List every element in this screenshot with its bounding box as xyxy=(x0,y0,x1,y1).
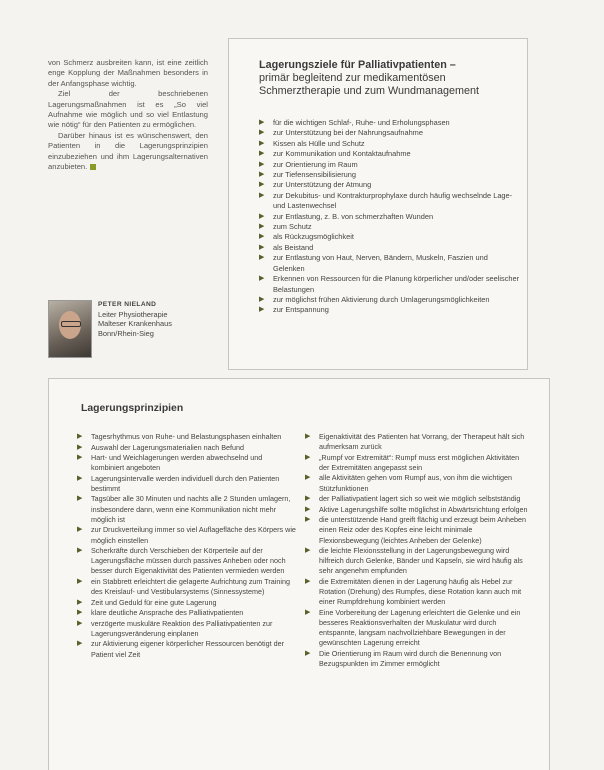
list-item: ▶ klare deutliche Ansprache des Palliativpatienten xyxy=(77,608,297,618)
list-item: ▶ „Rumpf vor Extremität“: Rumpf muss erst möglichen Aktivitäten der Extremitäten angepasst sein xyxy=(305,453,531,473)
list-item: ▶ Eigenaktivität des Patienten hat Vorrang, der Therapeut hält sich aufmerksam zurück xyxy=(305,432,531,452)
list-item: ▶ zur Druckverteilung immer so viel Auflagefläche des Körpers wie möglich einstellen xyxy=(77,525,297,545)
list-item: ▶ Tagesrhythmus von Ruhe- und Belastungsphasen einhalten xyxy=(77,432,297,442)
author-info xyxy=(98,300,172,338)
list-item: ▶ als Rückzugsmöglichkeit xyxy=(259,232,521,242)
list-item: ▶ zur Unterstützung bei der Nahrungsaufnahme xyxy=(259,128,521,138)
list-item: ▶ ein Stabbrett erleichtert die gelagerte Aufrichtung zum Training des Kreislauf- und Vestibularsystems (Sinnessysteme) xyxy=(77,577,297,597)
list-item: ▶ Lagerungsintervalle werden individuell durch den Patienten bestimmt xyxy=(77,474,297,494)
list-item: ▶ Eine Vorbereitung der Lagerung erleichtert die Gelenke und ein besseres Reaktionsverhalten der Muskulatur wird durch entspannte, langsam nachvollziehbare Bewegungen in der gewünschten Lagerung erreicht xyxy=(305,608,531,649)
list-item: ▶ Kissen als Hülle und Schutz xyxy=(259,139,521,149)
list-item: ▶ Tagsüber alle 30 Minuten und nachts alle 2 Stunden umlagern, insbesondere dann, wenn eine Kommunikation nicht mehr möglich ist xyxy=(77,494,297,525)
list-item: ▶ Erkennen von Ressourcen für die Planung körperlicher und/oder seelischer Belastungen xyxy=(259,274,521,295)
list-item: ▶ zum Schutz xyxy=(259,222,521,232)
list-item: ▶ alle Aktivitäten gehen vom Rumpf aus, von ihm die wichtigen Stützfunktionen xyxy=(305,473,531,493)
end-of-article-square xyxy=(90,164,96,170)
lagerungsziele-title-bold: Lagerungsziele für Palliativpatienten – xyxy=(259,59,456,71)
list-item: ▶ die leichte Flexionsstellung in der Lagerungsbewegung wird hilfreich durch Gelenke, Bänder und Kapseln, sie wird häufig als sehr angenehm empfunden xyxy=(305,546,531,577)
intro-paragraph-2: Ziel der beschriebenen Lagerungsmaßnahmen ist es „So viel Aufnahme wie möglich und so viel Entlastung wie nötig“ für den Patienten zu ermöglichen. xyxy=(48,89,208,130)
intro-paragraph-3 xyxy=(48,131,208,173)
list-item: ▶ als Beistand xyxy=(259,243,521,253)
list-item: ▶ Aktive Lagerungshilfe sollte möglichst in Abwärtsrichtung erfolgen xyxy=(305,505,531,515)
list-item: ▶ Auswahl der Lagerungsmaterialien nach Befund xyxy=(77,443,297,453)
list-item: ▶ zur Entspannung xyxy=(259,305,521,315)
lagerungsprinzipien-title: Lagerungsprinzipien xyxy=(81,403,184,414)
author-photo xyxy=(48,300,92,358)
lagerungsziele-subtitle: primär begleitend zur medikamentösen Schmerztherapie und zum Wundmanagement xyxy=(259,71,480,97)
list-item: ▶ zur Tiefensensibilisierung xyxy=(259,170,521,180)
lagerungsziele-list xyxy=(259,118,521,316)
intro-text xyxy=(48,58,208,172)
list-item: ▶ Zeit und Geduld für eine gute Lagerung xyxy=(77,598,297,608)
list-item: ▶ zur Orientierung im Raum xyxy=(259,160,521,170)
author-block xyxy=(48,300,248,360)
lagerungsziele-title xyxy=(259,59,519,97)
list-item: ▶ verzögerte muskuläre Reaktion des Palliativpatienten zur Lagerungsveränderung einplanen xyxy=(77,619,297,639)
author-org: Malteser Krankenhaus xyxy=(98,319,172,329)
intro-paragraph-3-text: Darüber hinaus ist es wünschenswert, den Patienten in die Lagerungsprinzipien einzubeziehen und ihm Lagerungsalternativen anzubieten. xyxy=(48,130,208,172)
list-item: ▶ zur Kommunikation und Kontaktaufnahme xyxy=(259,149,521,159)
lagerungsprinzipien-box xyxy=(48,378,550,770)
author-role: Leiter Physiotherapie xyxy=(98,309,168,319)
list-item: ▶ Die Orientierung im Raum wird durch die Benennung von Bezugspunkten im Zimmer ermöglicht xyxy=(305,649,531,669)
list-item: ▶ zur Dekubitus- und Kontrakturprophylaxe durch häufig wechselnde Lage- und Lastenwechsel xyxy=(259,191,521,212)
list-item: ▶ für die wichtigen Schlaf-, Ruhe- und Erholungsphasen xyxy=(259,118,521,128)
intro-paragraph-1: von Schmerz ausbreiten kann, ist eine zeitlich enge Kopplung der Maßnahmen besonders in der Anfangsphase wichtig. xyxy=(48,58,208,88)
list-item: ▶ die unterstützende Hand greift flächig und erzeugt beim Anheben einen Reiz oder des Kopfes eine leicht minimale Flexionsbewegung (leichtes Anheben der Gelenke) xyxy=(305,515,531,546)
list-item: ▶ zur möglichst frühen Aktivierung durch Umlagerungsmöglichkeiten xyxy=(259,295,521,305)
author-city: Bonn/Rhein-Sieg xyxy=(98,328,154,338)
list-item: ▶ die Extremitäten dienen in der Lagerung häufig als Hebel zur Rotation (Drehung) des Rumpfes, diese Rotation kann auch mit einer Rumpfdrehung kombiniert werden xyxy=(305,577,531,608)
prinzipien-left-column xyxy=(77,432,297,660)
list-item: ▶ zur Unterstützung der Atmung xyxy=(259,180,521,190)
list-item: ▶ Hart- und Weichlagerungen werden abwechselnd und kombiniert angeboten xyxy=(77,453,297,473)
list-item: ▶ Scherkräfte durch Verschieben der Körperteile auf der Lagerungsfläche müssen durch passives Anheben oder noch besser durch Eigenaktivität des Patienten vermieden werden xyxy=(77,546,297,577)
prinzipien-right-column xyxy=(305,432,531,669)
list-item: ▶ zur Aktivierung eigener körperlicher Ressourcen benötigt der Patient viel Zeit xyxy=(77,639,297,659)
author-name: PETER NIELAND xyxy=(98,301,157,308)
list-item: ▶ zur Entlastung von Haut, Nerven, Bändern, Muskeln, Faszien und Gelenken xyxy=(259,253,521,274)
lagerungsziele-box xyxy=(228,38,528,370)
list-item: ▶ zur Entlastung, z. B. von schmerzhaften Wunden xyxy=(259,212,521,222)
author-glasses xyxy=(61,321,81,327)
list-item: ▶ der Palliativpatient lagert sich so weit wie möglich selbstständig xyxy=(305,494,531,504)
